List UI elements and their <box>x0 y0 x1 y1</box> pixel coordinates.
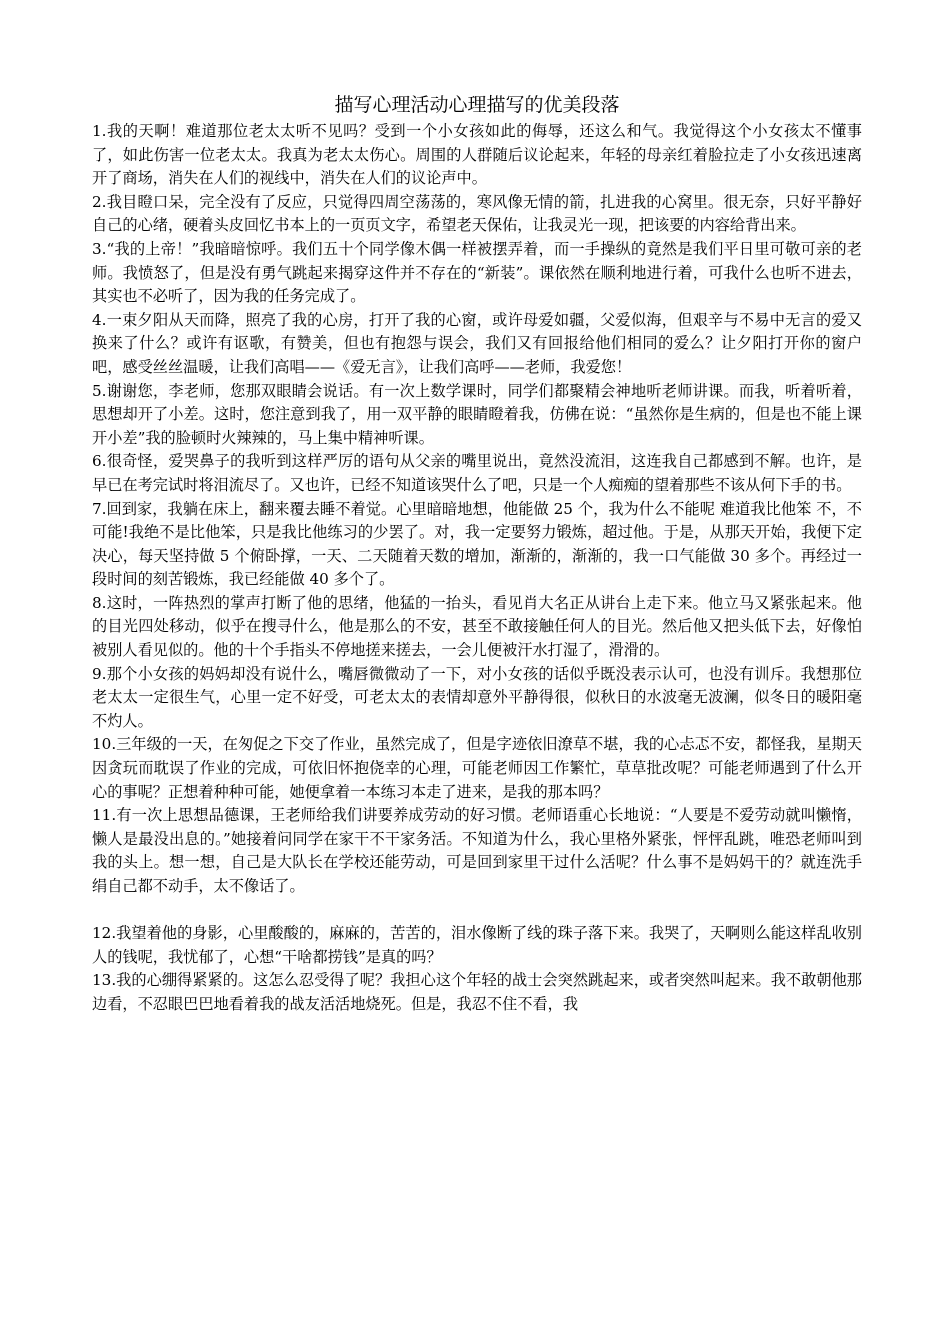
paragraph-5: 5.谢谢您，李老师，您那双眼睛会说话。有一次上数学课时，同学们都聚精会神地听老师讲课。而我，听着听着，思想却开了小差。这时，您注意到我了，用一双平静的眼睛瞪着我，仿佛在说：“虽然你是生病的，但是也不能上课开小差”我的脸顿时火辣辣的，马上集中精神听课。 <box>92 381 862 447</box>
paragraph-7: 7.回到家，我躺在床上，翻来覆去睡不着觉。心里暗暗地想，他能做 25 个，我为什么不能呢 难道我比他笨 不，不可能!我绝不是比他笨，只是我比他练习的少罢了。对，我一定要努力锻炼，超过他。于是，从那天开始，我便下定决心，每天坚持做 5 个俯卧撑，一天、二天随着天数的增加，渐渐的，渐渐的，我一口气能做 30 多个。再经过一段时间的刻苦锻炼，我已经能做 40 多个了。 <box>92 499 862 589</box>
paragraph-10: 10.三年级的一天，在匆促之下交了作业，虽然完成了，但是字迹依旧潦草不堪，我的心忐忑不安，都怪我，星期天因贪玩而耽误了作业的完成，可依旧怀抱侥幸的心理，可能老师因工作繁忙，草草批改呢？可能老师遇到了什么开心的事呢？正想着种种可能，她便拿着一本练习本走了进来，是我的那本吗？ <box>92 735 862 801</box>
paragraph-8: 8.这时，一阵热烈的掌声打断了他的思绪，他猛的一抬头，看见肖大名正从讲台上走下来。他立马又紧张起来。他的目光四处移动，似乎在搜寻什么，他是那么的不安，甚至不敢接触任何人的目光。然后他又把头低下去，好像怕被别人看见似的。他的十个手指头不停地搓来搓去，一会儿便被汗水打湿了，滑滑的。 <box>92 593 862 660</box>
paragraph-13: 13.我的心绷得紧紧的。这怎么忍受得了呢？我担心这个年轻的战士会突然跳起来，或者突然叫起来。我不敢朝他那边看，不忍眼巴巴地看着我的战友活活地烧死。但是，我忍不住不看，我 <box>92 971 862 1013</box>
paragraph-12: 12.我望着他的身影，心里酸酸的，麻麻的，苦苦的，泪水像断了线的珠子落下来。我哭了，天啊则么能这样乱收别人的钱呢，我忧郁了，心想“干啥都捞钱”是真的吗？ <box>92 924 862 966</box>
blank-line <box>92 899 862 923</box>
paragraph-11: 11.有一次上思想品德课，王老师给我们讲要养成劳动的好习惯。老师语重心长地说：“人要是不爱劳动就叫懒惰，懒人是最没出息的。”她接着问同学在家干不干家务活。不知道为什么，我心里格外紧张，怦怦乱跳，唯恐老师叫到我的头上。想一想，自己是大队长在学校还能劳动，可是回到家里干过什么活呢？什么事不是妈妈干的？就连洗手绢自己都不动手，太不像话了。 <box>92 806 862 895</box>
paragraph-2: 2.我目瞪口呆，完全没有了反应，只觉得四周空荡荡的，寒风像无情的箭，扎进我的心窝里。很无奈，只好平静好自己的心绪，硬着头皮回忆书本上的一页页文字，希望老天保佑，让我灵光一现，把该要的内容给背出来。 <box>92 192 862 235</box>
paragraph-6: 6.很奇怪，爱哭鼻子的我听到这样严厉的语句从父亲的嘴里说出，竟然没流泪，这连我自己都感到不解。也许，是早已在考完试时将泪流尽了。又也许，已经不知道该哭什么了吧，只是一个人痴痴的望着那些不该从何下手的书。 <box>92 452 862 494</box>
paragraph-3: 3.“我的上帝！”我暗暗惊呼。我们五十个同学像木偶一样被摆弄着，而一手操纵的竟然是我们平日里可敬可亲的老师。我愤怒了，但是没有勇气跳起来揭穿这件并不存在的“新装”。课依然在顺利地进行着，可我什么也听不进去，其实也不必听了，因为我的任务完成了。 <box>92 239 862 306</box>
paragraph-1: 1.我的天啊！难道那位老太太听不见吗？受到一个小女孩如此的侮辱，还这么和气。我觉得这个小女孩太不懂事了，如此伤害一位老太太。我真为老太太伤心。周围的人群随后议论起来，年轻的母亲红着脸拉走了小女孩迅速离开了商场，消失在人们的视线中，消失在人们的议论声中。 <box>92 122 862 188</box>
document-page <box>92 92 862 1017</box>
document-title: 描写心理活动心理描写的优美段落 <box>334 94 620 116</box>
paragraph-9: 9.那个小女孩的妈妈却没有说什么，嘴唇微微动了一下，对小女孩的话似乎既没表示认可，也没有训斥。我想那位老太太一定很生气，心里一定不好受，可老太太的表情却意外平静得很，似秋日的水波毫无波澜，似冬日的暖阳毫不灼人。 <box>92 664 862 730</box>
paragraph-4: 4.一束夕阳从天而降，照亮了我的心房，打开了我的心窗，或许母爱如疆，父爱似海，但艰辛与不易中无言的爱又换来了什么？或许有讴歌，有赞美，但也有抱怨与误会，我们又有回报给他们相同的爱么？让夕阳打开你的窗户吧，感受丝丝温暖，让我们高唱——《爱无言》，让我们高呼——老师，我爱您！ <box>92 310 862 376</box>
